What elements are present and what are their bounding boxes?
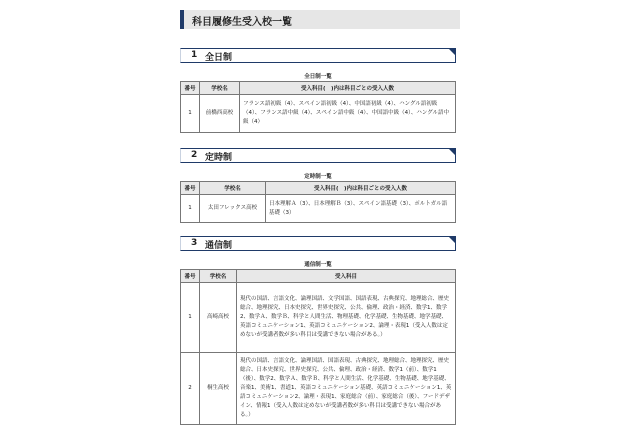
header-subjects: 受入科目( )内は科目ごとの受入人数 — [240, 82, 456, 95]
header-school: 学校名 — [200, 270, 237, 283]
table-row — [181, 95, 456, 133]
section-title: 定時制 — [205, 153, 233, 163]
parttime-table — [180, 181, 456, 223]
header-school: 学校名 — [200, 82, 240, 95]
row-school: 桐生高校 — [200, 353, 237, 425]
table-caption: 定時制一覧 — [304, 174, 332, 180]
page-title: 科目履修生受入校一覧 — [192, 17, 292, 28]
table-header-row — [181, 270, 456, 283]
row-school: 太田フレックス高校 — [200, 195, 266, 223]
header-number: 番号 — [181, 270, 200, 283]
table-caption: 通信制一覧 — [304, 262, 332, 268]
header-subjects: 受入科目( )内は科目ごとの受入人数 — [266, 182, 456, 195]
header-number: 番号 — [181, 82, 200, 95]
correspondence-table — [180, 269, 456, 425]
row-subjects: フランス語初級（4）、スペイン語初級（4）、中国語初級（4）、ハングル語初級（4）、フランス語中級（4）、スペイン語中級（4）、中国語中級（4）、ハングル語中級（4） — [240, 95, 456, 133]
row-number: 1 — [181, 195, 200, 223]
section-number: 3 — [191, 238, 198, 248]
section-number: 1 — [191, 50, 198, 60]
section-title: 全日制 — [205, 53, 233, 63]
table-row — [181, 353, 456, 425]
table-header-row — [181, 182, 456, 195]
row-school: 高崎高校 — [200, 283, 237, 353]
page-title-bar — [180, 10, 460, 29]
table-caption: 全日制一覧 — [304, 74, 332, 80]
table-row — [181, 283, 456, 353]
row-number: 1 — [181, 95, 200, 133]
header-subjects: 受入科目 — [237, 270, 456, 283]
section-title: 通信制 — [205, 241, 233, 251]
table-row — [181, 195, 456, 223]
header-number: 番号 — [181, 182, 200, 195]
row-school: 前橋西高校 — [200, 95, 240, 133]
row-subjects: 日本理解Ａ（3）、日本理解Ｂ（3）、スペイン語基礎（3）、ポルトガル語基礎（3） — [266, 195, 456, 223]
section-heading-correspondence — [180, 236, 456, 251]
section-heading-parttime — [180, 148, 456, 163]
table-header-row — [181, 82, 456, 95]
header-school: 学校名 — [200, 182, 266, 195]
fulltime-table — [180, 81, 456, 133]
row-subjects: 現代の国語、言語文化、論理国語、国語表現、古典探究、地理総合、地理探究、歴史総合、日本史探究、世界史探究、公共、倫理、政治・経済、数学1（前）、数学1（後）、数学2、数学Ａ、数学Ｂ、科学と人間生活、化学基礎、生物基礎、地学基礎、音楽1、美術1、書道1、英語コミュニケーション基礎、英語コミュニケーション1、英語コミュニケーション2、論理・表現1、家庭総合（前）、家庭総合（後）、フードデザイン、情報1（受入人数は定めないが受講者数が多い科目は受講できない場合がある。） — [237, 353, 456, 425]
section-number: 2 — [191, 150, 198, 160]
section-heading-fulltime — [180, 48, 456, 63]
row-subjects: 現代の国語、言語文化、論理国語、文学国語、国語表現、古典探究、地理総合、歴史総合、地理探究、日本史探究、世界史探究、公共、倫理、政治・経済、数学1、数学2、数学Ａ、数学Ｂ、科学と人間生活、物理基礎、化学基礎、生物基礎、地学基礎、英語コミュニケーション1、英語コミュニケーション2、論理・表現1（受入人数は定めないが受講者数が多い科目は受講できない場合がある。） — [237, 283, 456, 353]
row-number: 1 — [181, 283, 200, 353]
row-number: 2 — [181, 353, 200, 425]
